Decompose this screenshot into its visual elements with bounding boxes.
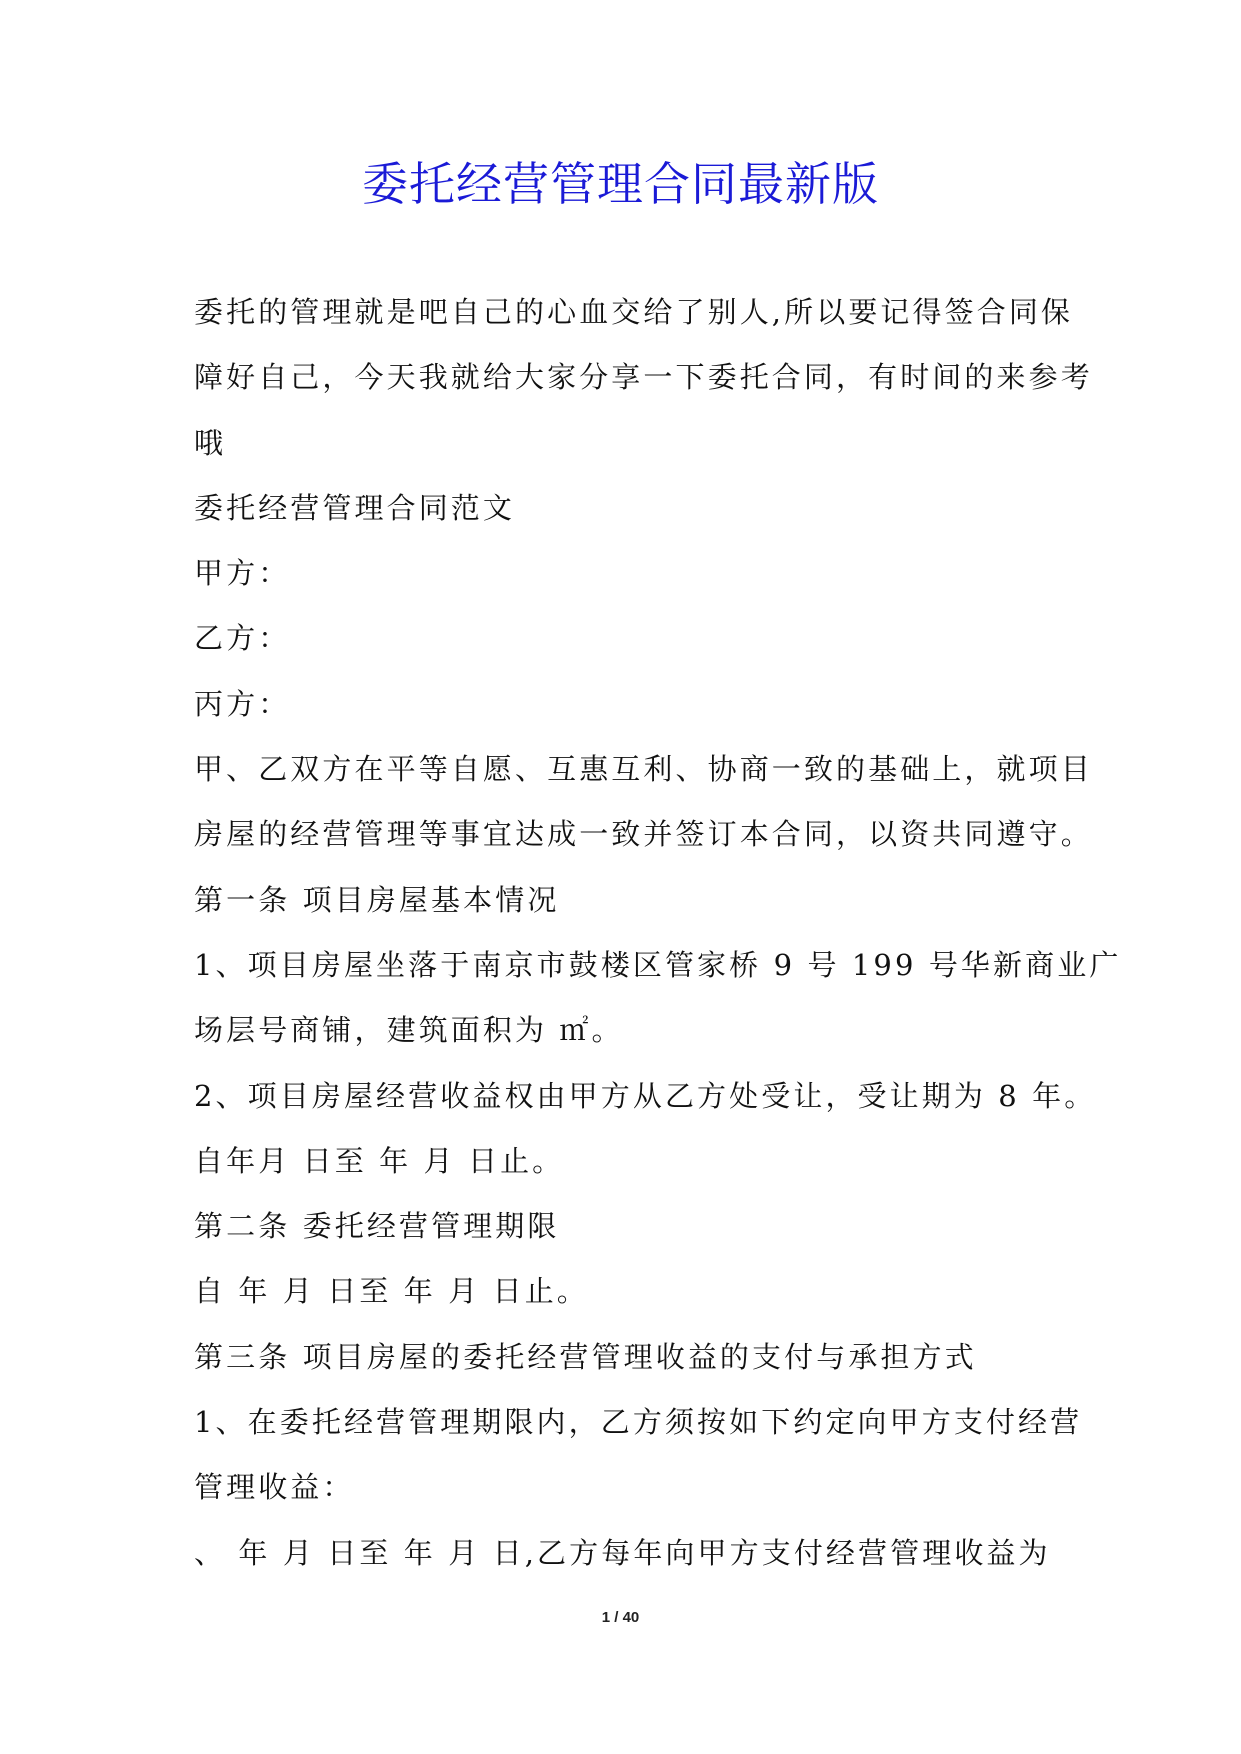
body-line: 场层号商铺，建筑面积为 ㎡。 [194,1013,624,1048]
article-1-heading: 第一条 项目房屋基本情况 [194,882,560,917]
body-line: 甲、乙双方在平等自愿、互惠互利、协商一致的基础上，就项目 [194,752,1093,787]
body-line: 1、在委托经营管理期限内，乙方须按如下约定向甲方支付经营 [194,1405,1083,1440]
body-line: 哦 [194,425,227,460]
document-title: 委托经营管理合同最新版 [362,157,879,211]
party-c-line: 丙方： [194,686,291,721]
body-line: 1、项目房屋坐落于南京市鼓楼区管家桥 9 号 199 号华新商业广 [194,947,1122,982]
contract-subtitle: 委托经营管理合同范文 [194,490,516,525]
document-body [194,290,1122,1596]
body-line: 障好自己，今天我就给大家分享一下委托合同，有时间的来参考 [194,360,1093,395]
body-line: 房屋的经营管理等事宜达成一致并签订本合同，以资共同遵守。 [194,817,1093,852]
body-line: 2、项目房屋经营收益权由甲方从乙方处受让，受让期为 8 年。 [194,1078,1097,1113]
party-a-line: 甲方： [194,556,291,591]
body-line: 自年月 日至 年 月 日止。 [194,1143,565,1178]
body-line: 自 年 月 日至 年 月 日止。 [194,1274,589,1309]
party-b-line: 乙方： [194,621,291,656]
body-line: 管理收益： [194,1470,355,1505]
body-line: 委托的管理就是吧自己的心血交给了别人,所以要记得签合同保 [194,295,1074,329]
body-line: 、 年 月 日至 年 月 日,乙方每年向甲方支付经营管理收益为 [194,1535,1051,1570]
page-number: 1 / 40 [601,1609,640,1626]
article-2-heading: 第二条 委托经营管理期限 [194,1209,560,1244]
article-3-heading: 第三条 项目房屋的委托经营管理收益的支付与承担方式 [194,1339,977,1374]
